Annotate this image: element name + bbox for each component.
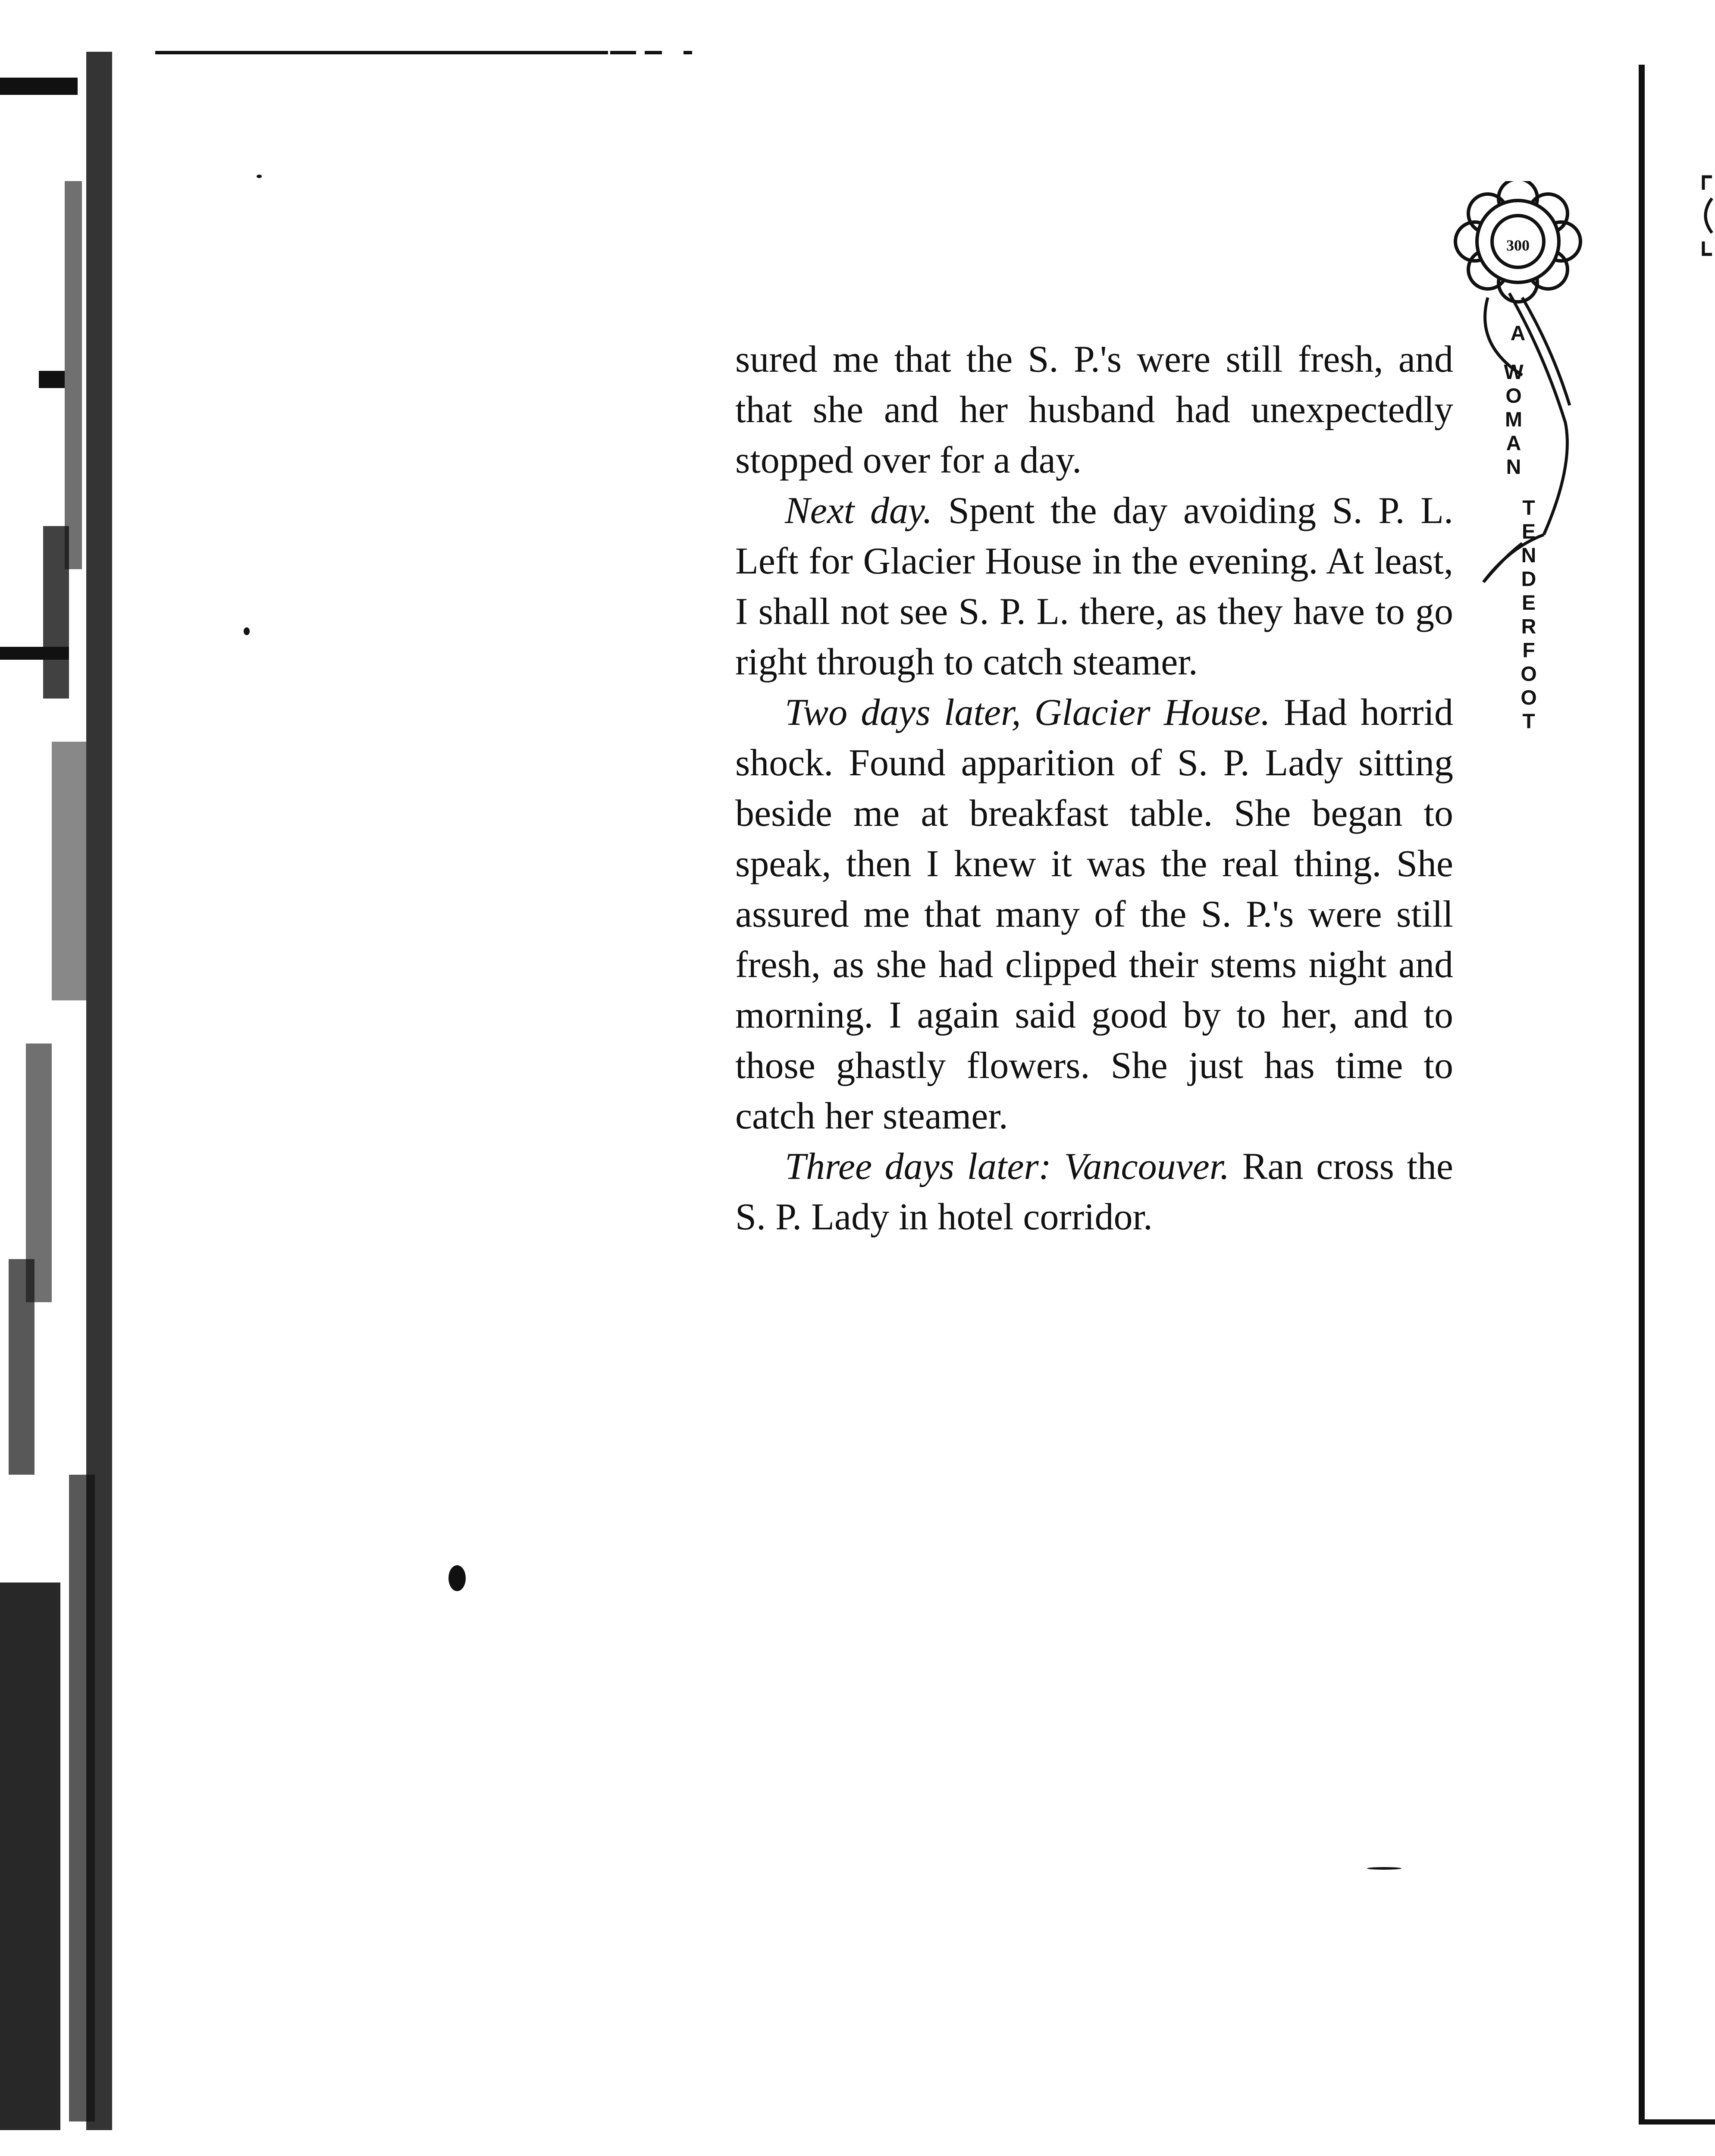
paragraph-text: sured me that the S. P.'s were still fresh, and that she and her husband had unexpectedly stopped over for a day. <box>735 338 1453 481</box>
running-title-letter: D <box>1521 568 1536 591</box>
right-page-edge <box>1639 65 1645 2124</box>
paragraph <box>735 334 1453 486</box>
running-title-letter: A <box>1510 322 1526 345</box>
scan-speck <box>257 175 262 178</box>
running-title-letter: T <box>1522 497 1535 520</box>
paragraph <box>735 486 1453 687</box>
running-title-letter: M <box>1505 408 1522 431</box>
running-title-letter: O <box>1521 686 1537 709</box>
running-title-letter: T <box>1522 710 1535 733</box>
page-number: 300 <box>1506 237 1530 254</box>
paragraph-text: Ran cross the S. P. Lady in hotel corridor. <box>735 1146 1453 1238</box>
paragraph <box>735 1141 1453 1242</box>
top-rule-dash <box>645 51 662 54</box>
running-title-letter: O <box>1505 385 1522 407</box>
right-page-edge-foot <box>1639 2119 1715 2125</box>
paragraph-text: Spent the day avoiding S. P. L. Left for Glacier House in the evening. At least, I shall not see S. P. L. there, as they have to go right through to catch steamer. <box>735 490 1454 683</box>
top-rule-dash <box>683 51 692 54</box>
body-text <box>735 334 1453 1242</box>
paragraph-lead: Next day. <box>785 490 933 532</box>
running-title-letter: N <box>1521 544 1536 567</box>
running-title-letter: A <box>1506 432 1521 455</box>
top-rule-dash <box>610 51 636 54</box>
paragraph-lead: Two days later, Glacier House. <box>785 692 1270 733</box>
scan-speck <box>1367 1867 1401 1870</box>
scan-speck <box>244 627 250 635</box>
running-title-letter: E <box>1521 592 1536 614</box>
running-title-letter: F <box>1522 639 1535 662</box>
page-binding-edge <box>0 52 155 2130</box>
paragraph-lead: Three days later: Vancouver. <box>785 1146 1230 1188</box>
paragraph-text: Had horrid shock. Found apparition of S. P. Lady sitting beside me at breakfast table. She began to speak, then I knew it was the real thing. She assured me that many of the S. P.'s were still fresh, as she had clipped their stems night and morning. I again said good by to her, and to those ghastly flowers. She just has time to catch her steamer. <box>735 692 1454 1137</box>
paragraph <box>735 687 1453 1141</box>
scan-speck <box>448 1565 466 1591</box>
running-title-letter: O <box>1521 663 1537 686</box>
next-page-ornament-fragment <box>1699 172 1715 259</box>
running-title-letter: N <box>1506 456 1521 479</box>
running-title-letter: E <box>1521 520 1536 543</box>
running-title-letter: R <box>1521 615 1536 638</box>
running-title-letter: W <box>1504 361 1524 384</box>
top-rule <box>155 51 608 54</box>
